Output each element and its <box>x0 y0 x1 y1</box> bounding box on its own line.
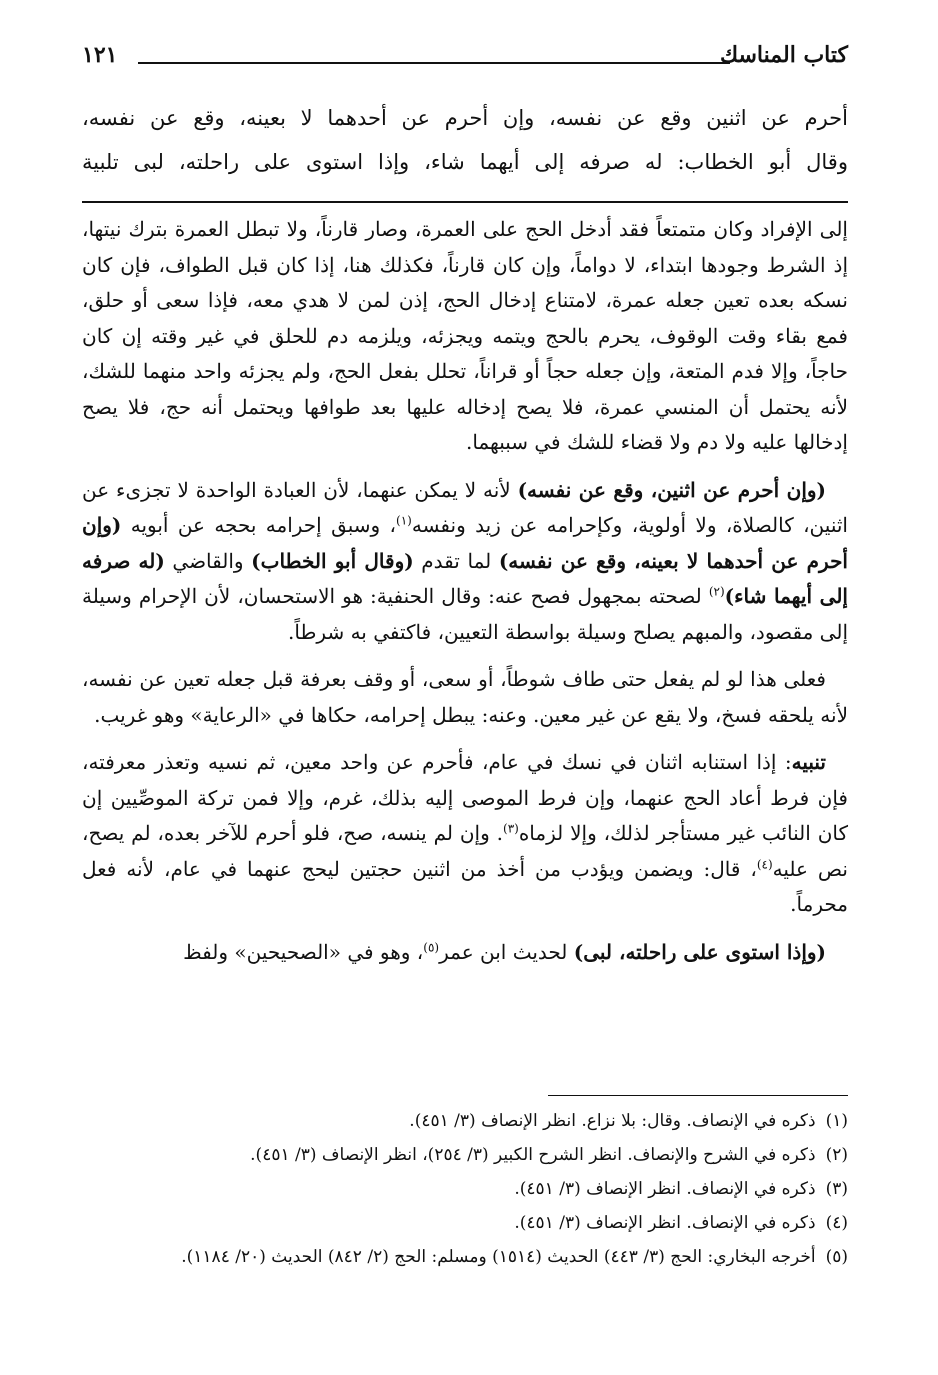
page-number: ١٢١ <box>82 42 118 68</box>
commentary <box>82 212 848 982</box>
footnote-ref[interactable]: (٥) <box>423 939 440 954</box>
footnotes <box>82 1104 848 1274</box>
paragraph-text: لأنه لا يمكن عنهما، لأن العبادة الواحدة لا تجزىء عن اثنين، كالصلاة، ولا أولوية، وكإحرامه عن زيد ونفسه <box>82 477 848 537</box>
footnote-ref[interactable]: (١) <box>396 513 412 528</box>
header-rule <box>138 62 730 64</box>
note-label: تنبيه <box>791 750 826 774</box>
matn-quote: (وإذا استوى على راحلته، لبى) <box>573 939 826 964</box>
paragraph-text: لما تقدم <box>413 548 499 573</box>
footnote-number: (١) <box>825 1111 848 1131</box>
footnote-text: ذكره في الشرح والإنصاف. انظر الشرح الكبير (٣/ ٢٥٤)، انظر الإنصاف (٣/ ٤٥١). <box>250 1145 816 1165</box>
paragraph-text: ، وسبق إحرامه بحجه عن أبويه <box>121 513 397 537</box>
commentary-paragraph <box>82 745 848 923</box>
commentary-paragraph <box>82 473 848 651</box>
paragraph-text: : إذا استنابه اثنان في نسك في عام، فأحرم عن واحد معين، ثم نسيه وتعذر معرفته، فإن فرط أعاد الحج عنهما، وإن فرط الموصى إليه بذلك، غرم، وإلا فمن تركة الموصِّيين إن كان النائب غير مستأجر لذلك، وإلا لزماه <box>82 750 849 845</box>
footnote-number: (٤) <box>825 1213 848 1233</box>
paragraph-text: . وإن لم ينسه، صح، فلو أحرم للآخر بعده، لم يصح، نص عليه <box>82 821 848 881</box>
page-header <box>82 38 848 78</box>
footnote-text: ذكره في الإنصاف. انظر الإنصاف (٣/ ٤٥١). <box>514 1179 816 1199</box>
commentary-paragraph: إلى الإفراد وكان متمتعاً فقد أدخل الحج على العمرة، وصار قارناً، ولا تبطل العمرة بترك نيتها، إذ الشرط وجودها ابتداء، لا دواماً، وإن كان قارناً، فكذلك هنا، إذا كان قبل الطواف، فإن كان نسكه بعده تعين جعله عمرة، لامتناع إدخال الحج، إذن لمن لا هدي معه، فإذا سعى أو حلق، فمع بقاء وقت الوقوف، يحرم بالحج ويتمه ويجزئه، ويلزمه دم للحلق في غير وقته إن كان حاجاً، وإلا فدم المتعة، وإن جعله حجاً أو قراناً، تحلل بفعل الحج، ولم يجزئه واحد منهما للشك، لأنه يحتمل أن المنسي عمرة، فلا يصح إدخاله عليها بعد طوافها ويحتمل أنه حج، فلا يصح إدخالها عليه ولا دم ولا قضاء للشك في سببهما. <box>82 217 848 454</box>
footnote-item <box>82 1104 848 1138</box>
paragraph-text: لصحته بمجهول فصح عنه: وقال الحنفية: هو الاستحسان، لأن الإحرام وسيلة إلى مقصود، والمبهم يصلح وسيلة بواسطة التعيين، فاكتفي به شرطاً. <box>82 584 848 644</box>
footnote-divider <box>548 1095 848 1096</box>
footnote-item <box>82 1172 848 1206</box>
footnote-text: ذكره في الإنصاف. وقال: بلا نزاع. انظر الإنصاف (٣/ ٤٥١). <box>409 1111 816 1131</box>
matn-line: أحرم عن اثنين وقع عن نفسه، وإن أحرم عن أحدهما لا بعينه، وقع عن نفسه، <box>82 106 848 130</box>
footnote-number: (٥) <box>825 1247 848 1267</box>
footnote-item <box>82 1240 848 1274</box>
footnote-number: (٢) <box>825 1145 848 1165</box>
matn-line: وقال أبو الخطاب: له صرفه إلى أيهما شاء، وإذا استوى على راحلته، لبى تلبية <box>82 150 848 174</box>
footnote-ref[interactable]: (٤) <box>756 856 773 871</box>
matn-quote: (له صرفه إلى أيهما شاء) <box>82 548 848 608</box>
footnote-item <box>82 1206 848 1240</box>
footnote-ref[interactable]: (٢) <box>708 584 725 599</box>
footnote-ref[interactable]: (٣) <box>503 821 519 836</box>
paragraph-text: والقاضي <box>164 548 252 573</box>
matn-divider <box>82 201 848 203</box>
running-title: كتاب المناسك <box>719 42 848 68</box>
commentary-paragraph <box>82 935 848 971</box>
paragraph-text: ، وهو في «الصحيحين» ولفظ <box>183 939 424 964</box>
footnote-item <box>82 1138 848 1172</box>
commentary-paragraph: فعلى هذا لو لم يفعل حتى طاف شوطاً، أو سعى، أو وقف بعرفة قبل جعله تعين عن نفسه، لأنه يلحقه فسخ، ولا يقع عن غير معين. وعنه: يبطل إحرامه، حكاها في «الرعاية» وهو غريب. <box>82 667 848 727</box>
footnote-text: أخرجه البخاري: الحج (٣/ ٤٤٣) الحديث (١٥١٤) ومسلم: الحج (٢/ ٨٤٢) الحديث (٢٠/ ١١٨٤). <box>181 1247 816 1267</box>
matn-text <box>82 96 848 184</box>
paragraph-text: لحديث ابن عمر <box>439 939 574 964</box>
paragraph-text: ، قال: ويضمن ويؤدب من أخذ من اثنين حجتين ليحج عنهما في عام، لأنه فعل محرماً. <box>82 856 848 916</box>
footnote-number: (٣) <box>825 1179 848 1199</box>
matn-quote: (وإن أحرم عن اثنين، وقع عن نفسه) <box>517 477 826 502</box>
footnote-text: ذكره في الإنصاف. انظر الإنصاف (٣/ ٤٥١). <box>514 1213 816 1233</box>
matn-quote: (وإن أحرم عن أحدهما لا بعينه، وقع عن نفسه) <box>82 513 848 573</box>
matn-quote: (وقال أبو الخطاب) <box>251 548 414 573</box>
